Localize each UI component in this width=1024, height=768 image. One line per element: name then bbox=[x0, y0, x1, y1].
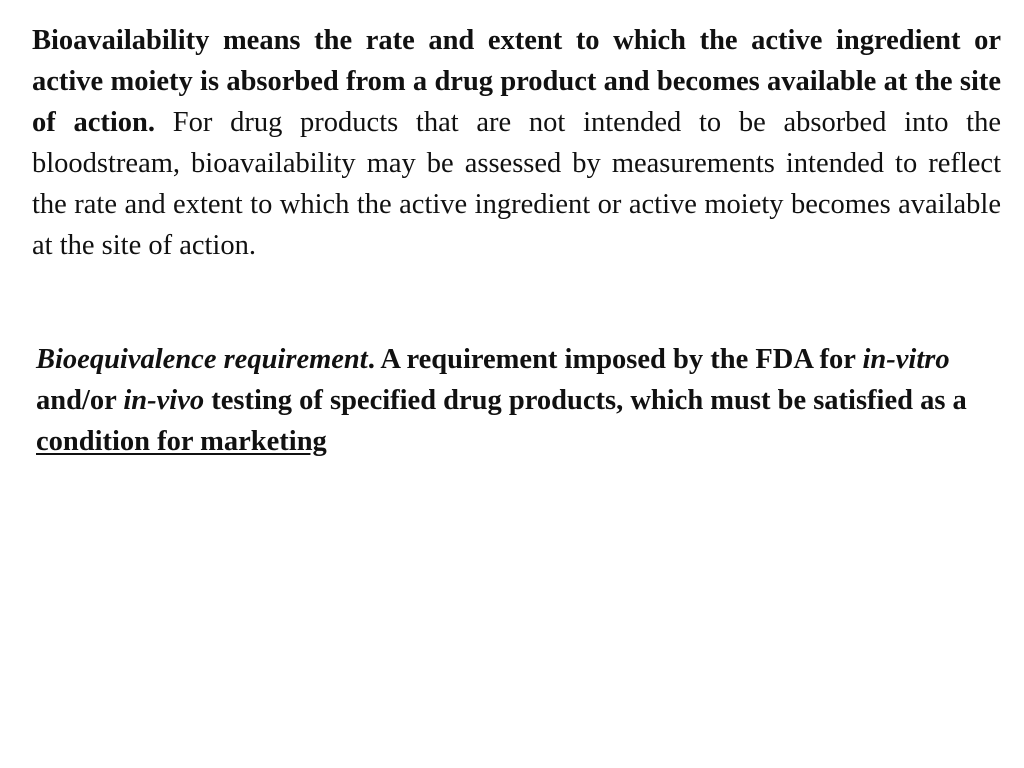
bioequivalence-term: Bioequivalence requirement bbox=[36, 344, 368, 375]
bioavailability-definition-body: For drug products that are not intended to be absorbed into the bloodstream, bioavailability may be assessed by measurements intended to reflect the rate and extent to which the active ingredient or active moiety becomes available at the site of action. bbox=[32, 107, 1001, 261]
bioavailability-definition-lead: Bioavailability means the rate and extent to which the active ingredient or active moiety is absorbed from a drug product and becomes available at the site of action. bbox=[32, 25, 1001, 138]
requirement-text-1: . A requirement imposed by the FDA for bbox=[367, 344, 863, 375]
requirement-text-3: testing of specified drug products, which must be satisfied as a bbox=[204, 385, 967, 416]
condition-for-marketing: condition for marketing bbox=[36, 426, 327, 457]
requirement-text-2: and/or bbox=[36, 385, 124, 416]
bioequivalence-requirement-paragraph bbox=[36, 339, 1011, 462]
in-vitro-term: in-vitro bbox=[862, 344, 950, 375]
in-vivo-term: in-vivo bbox=[123, 385, 205, 416]
bioavailability-definition bbox=[32, 20, 1001, 266]
